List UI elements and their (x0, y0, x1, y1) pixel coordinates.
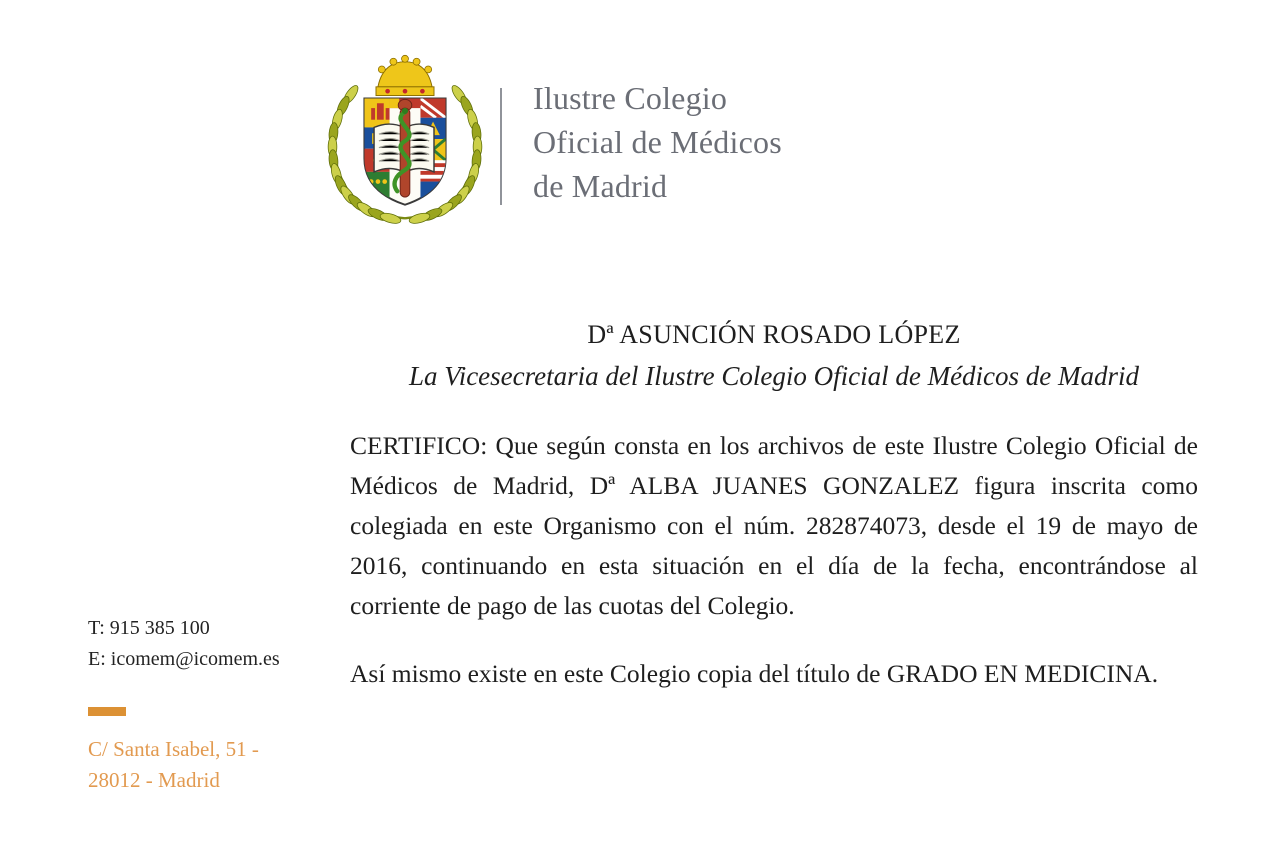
icomem-crest-logo (318, 50, 492, 230)
org-name (533, 76, 782, 208)
address-block (88, 734, 328, 796)
accent-dash (88, 707, 126, 716)
org-name-line-2: Oficial de Médicos (533, 124, 782, 160)
certificate-body (350, 318, 1198, 694)
phone-line: T: 915 385 100 (88, 617, 210, 639)
email-line: E: icomem@icomem.es (88, 648, 280, 670)
org-name-line-1: Ilustre Colegio (533, 80, 728, 116)
signer-name: Dª ASUNCIÓN ROSADO LÓPEZ (587, 320, 961, 349)
signer-title: La Vicesecretaria del Ilustre Colegio Oficial de Médicos de Madrid (408, 361, 1140, 391)
org-name-line-3: de Madrid (533, 168, 668, 204)
address-line-2: 28012 - Madrid (88, 768, 220, 792)
crest-icon (318, 50, 492, 230)
certification-paragraph: CERTIFICO: Que según consta en los archivos de este Ilustre Colegio Oficial de Médicos de Madrid, Dª ALBA JUANES GONZALEZ figura inscrita como colegiada en este Organismo con el núm. 282874073, desde el 19 de mayo de 2016, continuando en esta situación en el día de la fecha, encontrándose al corriente de pago de las cuotas del Colegio. (350, 431, 1198, 620)
brand-divider (500, 88, 502, 205)
contact-block (88, 613, 328, 796)
address-line-1: C/ Santa Isabel, 51 - (88, 737, 259, 761)
degree-paragraph: Así mismo existe en este Colegio copia del título de GRADO EN MEDICINA. (350, 659, 1159, 688)
